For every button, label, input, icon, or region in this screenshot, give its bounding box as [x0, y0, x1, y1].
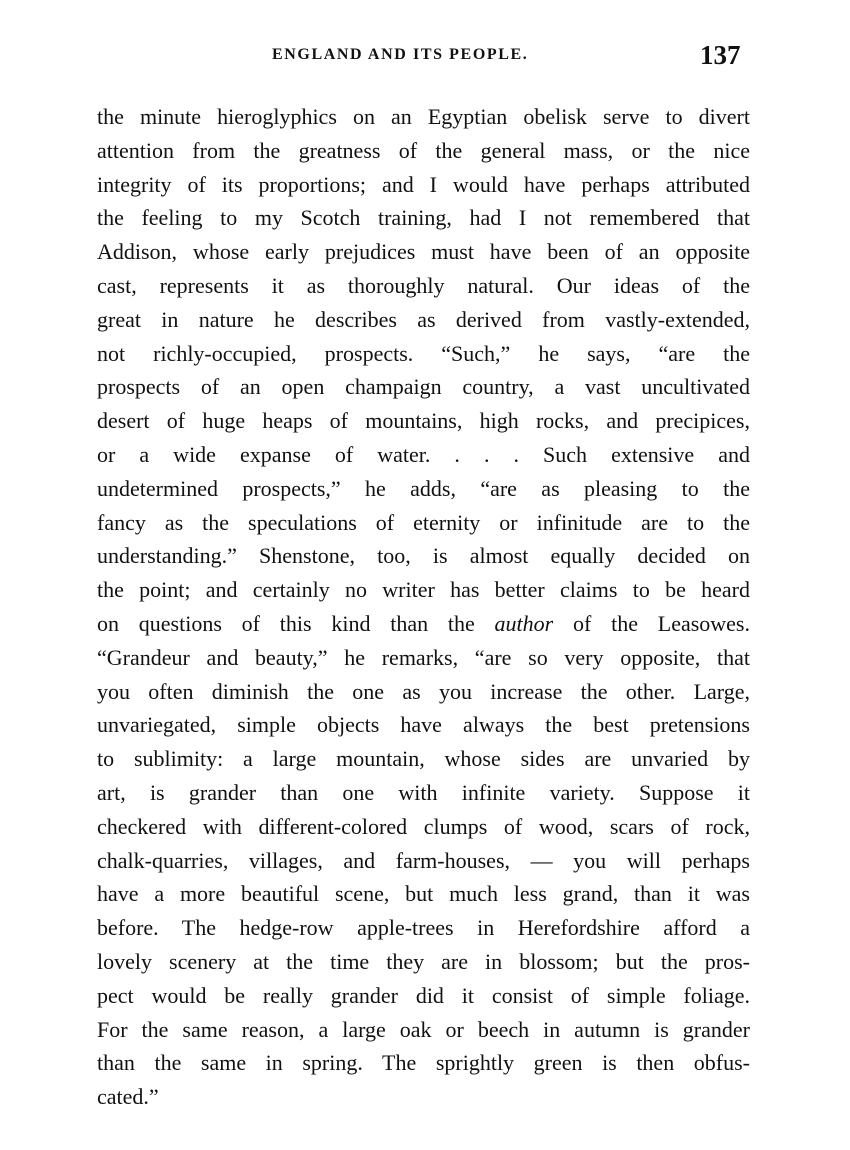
- body-text: [97, 100, 750, 1114]
- text-segment: of the Leasowes.: [553, 610, 750, 636]
- text-line: For the same reason, a large oak or beech in autumn is grander: [97, 1016, 750, 1042]
- text-line: undetermined prospects,” he adds, “are as pleasing to the: [97, 475, 750, 501]
- text-line: fancy as the speculations of eternity or infinitude are to the: [97, 509, 750, 535]
- text-line: chalk-quarries, villages, and farm-houses, — you will perhaps: [97, 847, 750, 873]
- text-line: have a more beautiful scene, but much less grand, than it was: [97, 881, 750, 907]
- text-line: cast, represents it as thoroughly natural. Our ideas of the: [97, 272, 750, 298]
- text-line: understanding.” Shenstone, too, is almost equally decided on: [97, 543, 750, 569]
- text-line: the minute hieroglyphics on an Egyptian obelisk serve to divert: [97, 104, 750, 129]
- text-line: cated.”: [97, 1084, 159, 1110]
- text-line: “Grandeur and beauty,” he remarks, “are so very opposite, that: [97, 644, 750, 670]
- italic-word: author: [494, 610, 554, 636]
- text-line: desert of huge heaps of mountains, high rocks, and precipices,: [97, 408, 750, 434]
- text-line: Addison, whose early prejudices must have been of an opposite: [97, 239, 750, 265]
- text-line: integrity of its proportions; and I would have perhaps attributed: [97, 171, 750, 197]
- text-line-with-italic: [97, 607, 750, 641]
- text-line: lovely scenery at the time they are in blossom; but the pros-: [97, 948, 750, 974]
- text-segment: on questions of this kind than the: [97, 610, 495, 636]
- text-line: prospects of an open champaign country, a vast uncultivated: [97, 374, 750, 400]
- text-line: the feeling to my Scotch training, had I not remembered that: [97, 205, 750, 231]
- text-line: you often diminish the one as you increase the other. Large,: [97, 678, 750, 704]
- text-line: to sublimity: a large mountain, whose sides are unvaried by: [97, 746, 750, 772]
- text-line: or a wide expanse of water. . . . Such extensive and: [97, 441, 750, 467]
- text-line: great in nature he describes as derived from vastly-extended,: [97, 306, 750, 332]
- running-head: [0, 40, 850, 76]
- running-title: ENGLAND AND ITS PEOPLE.: [272, 46, 529, 63]
- text-line: the point; and certainly no writer has better claims to be heard: [97, 577, 750, 603]
- text-line: not richly-occupied, prospects. “Such,” he says, “are the: [97, 340, 750, 366]
- text-line: pect would be really grander did it consist of simple foliage.: [97, 982, 750, 1008]
- text-line: art, is grander than one with infinite variety. Suppose it: [97, 779, 750, 805]
- text-line: attention from the greatness of the general mass, or the nice: [97, 137, 750, 163]
- text-line: checkered with different-colored clumps of wood, scars of rock,: [97, 813, 750, 839]
- text-line: than the same in spring. The sprightly green is then obfus-: [97, 1050, 750, 1076]
- text-line: unvariegated, simple objects have always the best pretensions: [97, 712, 750, 738]
- text-line: before. The hedge-row apple-trees in Herefordshire afford a: [97, 915, 750, 941]
- page-number: 137: [700, 40, 741, 70]
